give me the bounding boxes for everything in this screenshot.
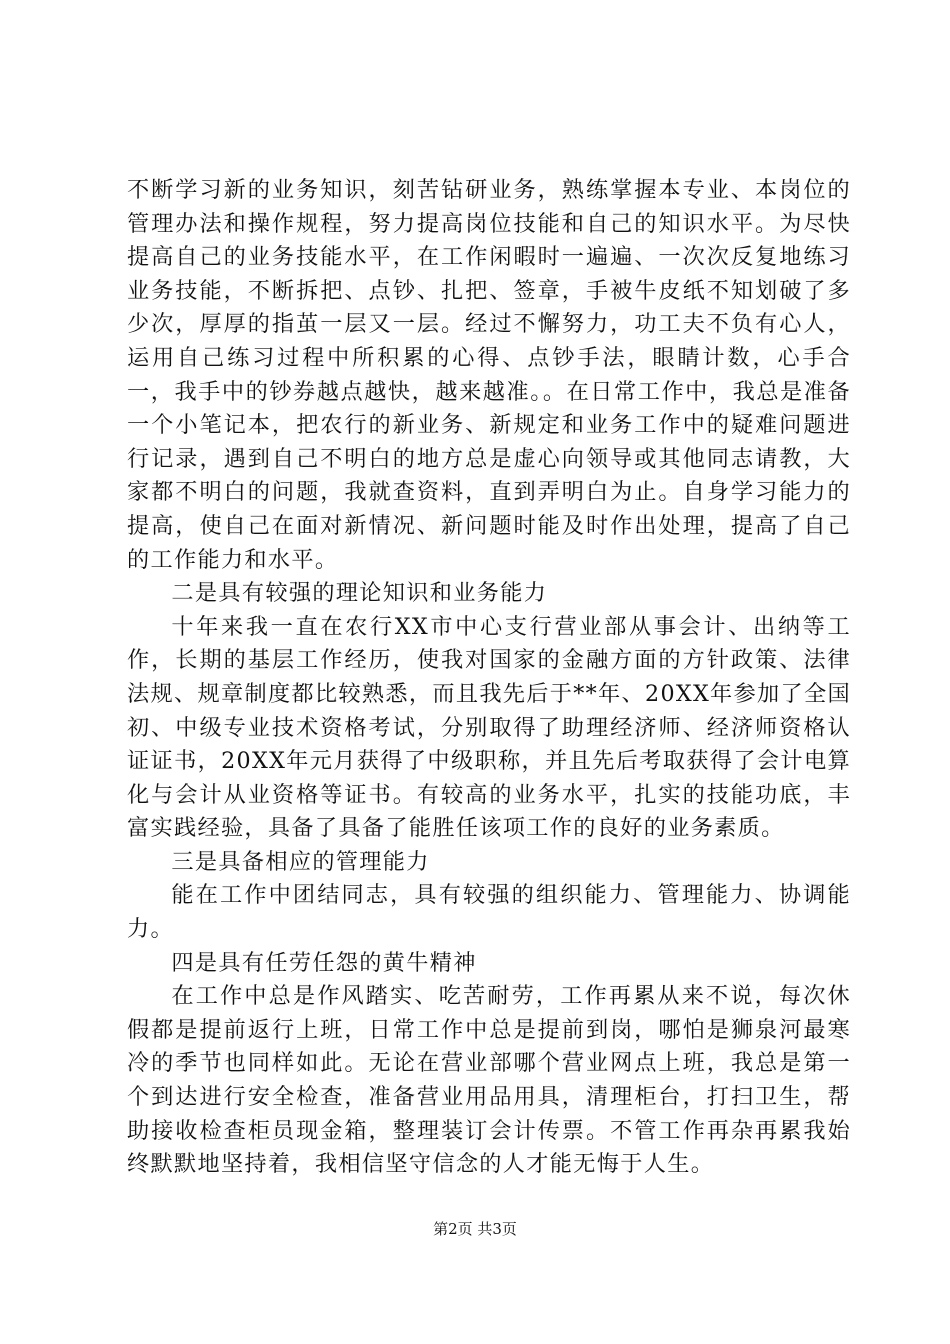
heading-management-ability: 三是具备相应的管理能力 xyxy=(171,848,430,875)
paragraph-diligence: 在工作中总是作风踏实、吃苦耐劳，工作再累从来不说，每次休假都是提前返行上班，日常工作中总是提前到岗，哪怕是狮泉河最寒冷的季节也同样如此。无论在营业部哪个营业网点上班，我总是第一个到达进行安全检查，准备营业用品用具，清理柜台，打扫卫生，帮助接收检查柜员现金箱，整理装订会计传票。不管工作再杂再累我始终默默地坚持着，我相信坚守信念的人才能无悔于人生。 xyxy=(127,983,851,1178)
document-body xyxy=(127,174,851,1182)
paragraph-theory-ability: 十年来我一直在农行XX市中心支行营业部从事会计、出纳等工作，长期的基层工作经历，使我对国家的金融方面的方针政策、法律法规、规章制度都比较熟悉，而且我先后于**年、20XX年参加了全国初、中级专业技术资格考试，分别取得了助理经济师、经济师资格认证证书，20XX年元月获得了中级职称，并且先后考取获得了会计电算化与会计从业资格等证书。有较高的业务水平，扎实的技能功底，丰富实践经验，具备了具备了能胜任该项工作的良好的业务素质。 xyxy=(127,613,851,842)
paragraph-management-ability: 能在工作中团结同志，具有较强的组织能力、管理能力、协调能力。 xyxy=(127,882,851,943)
heading-diligence: 四是具有任劳任怨的黄牛精神 xyxy=(171,949,477,976)
heading-theory-ability: 二是具有较强的理论知识和业务能力 xyxy=(171,580,548,607)
page-footer: 第2页 共3页 xyxy=(433,1220,517,1238)
paragraph-study: 不断学习新的业务知识，刻苦钻研业务，熟练掌握本专业、本岗位的管理办法和操作规程，努力提高岗位技能和自己的知识水平。为尽快提高自己的业务技能水平，在工作闲暇时一遍遍、一次次反复地练习业务技能，不断拆把、点钞、扎把、签章，手被牛皮纸不知划破了多少次，厚厚的指茧一层又一层。经过不懈努力，功工夫不负有心人，运用自己练习过程中所积累的心得、点钞手法，眼睛计数，心手合一，我手中的钞券越点越快，越来越准。。在日常工作中，我总是准备一个小笔记本，把农行的新业务、新规定和业务工作中的疑难问题进行记录，遇到自己不明白的地方总是虚心向领导或其他同志请教，大家都不明白的问题，我就查资料，直到弄明白为止。自身学习能力的提高，使自己在面对新情况、新问题时能及时作出处理，提高了自己的工作能力和水平。 xyxy=(127,177,851,573)
